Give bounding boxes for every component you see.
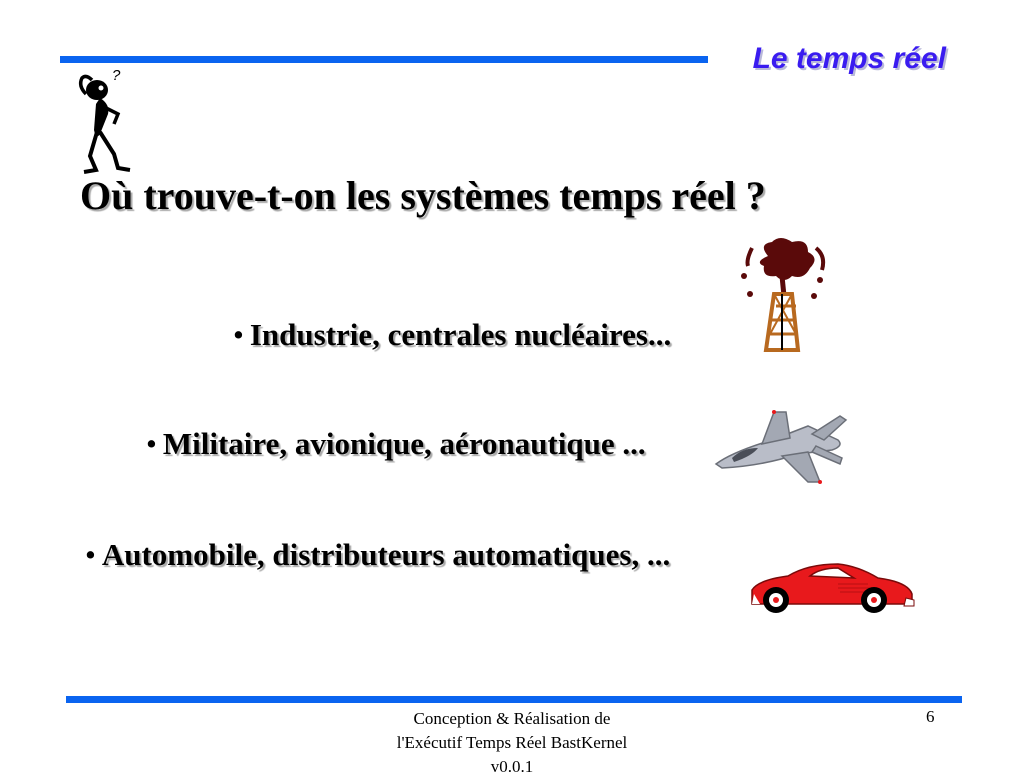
bullet-industry-text: Industrie, centrales nucléaires... [249,317,672,352]
sports-car-icon [748,560,916,616]
footer-line-2: l'Exécutif Temps Réel BastKernel [396,733,628,752]
bullet-industry [233,317,671,353]
bullet-automotive [85,537,670,573]
footer-line-1: Conception & Réalisation de [413,709,611,728]
bullet-marker: • [146,426,157,461]
top-rule [60,56,708,63]
bullet-military [146,426,646,462]
oil-derrick-icon [738,236,830,352]
fighter-jet-icon [712,404,850,488]
footer-line-3: v0.0.1 [490,757,534,776]
bullet-marker: • [233,317,244,352]
bullet-automotive-text: Automobile, distributeurs automatiques, ... [101,537,671,572]
slide-heading: Où trouve-t-on les systèmes temps réel ? [80,173,766,218]
bullet-marker: • [85,537,96,572]
slide-title: Le temps réel [752,42,946,75]
page-number: 6 [926,707,935,726]
bottom-rule [66,696,962,703]
bullet-military-text: Militaire, avionique, aéronautique ... [162,426,646,461]
svg-text:?: ? [112,67,121,84]
footer-text [362,707,662,779]
thinking-figure-icon [70,64,140,176]
